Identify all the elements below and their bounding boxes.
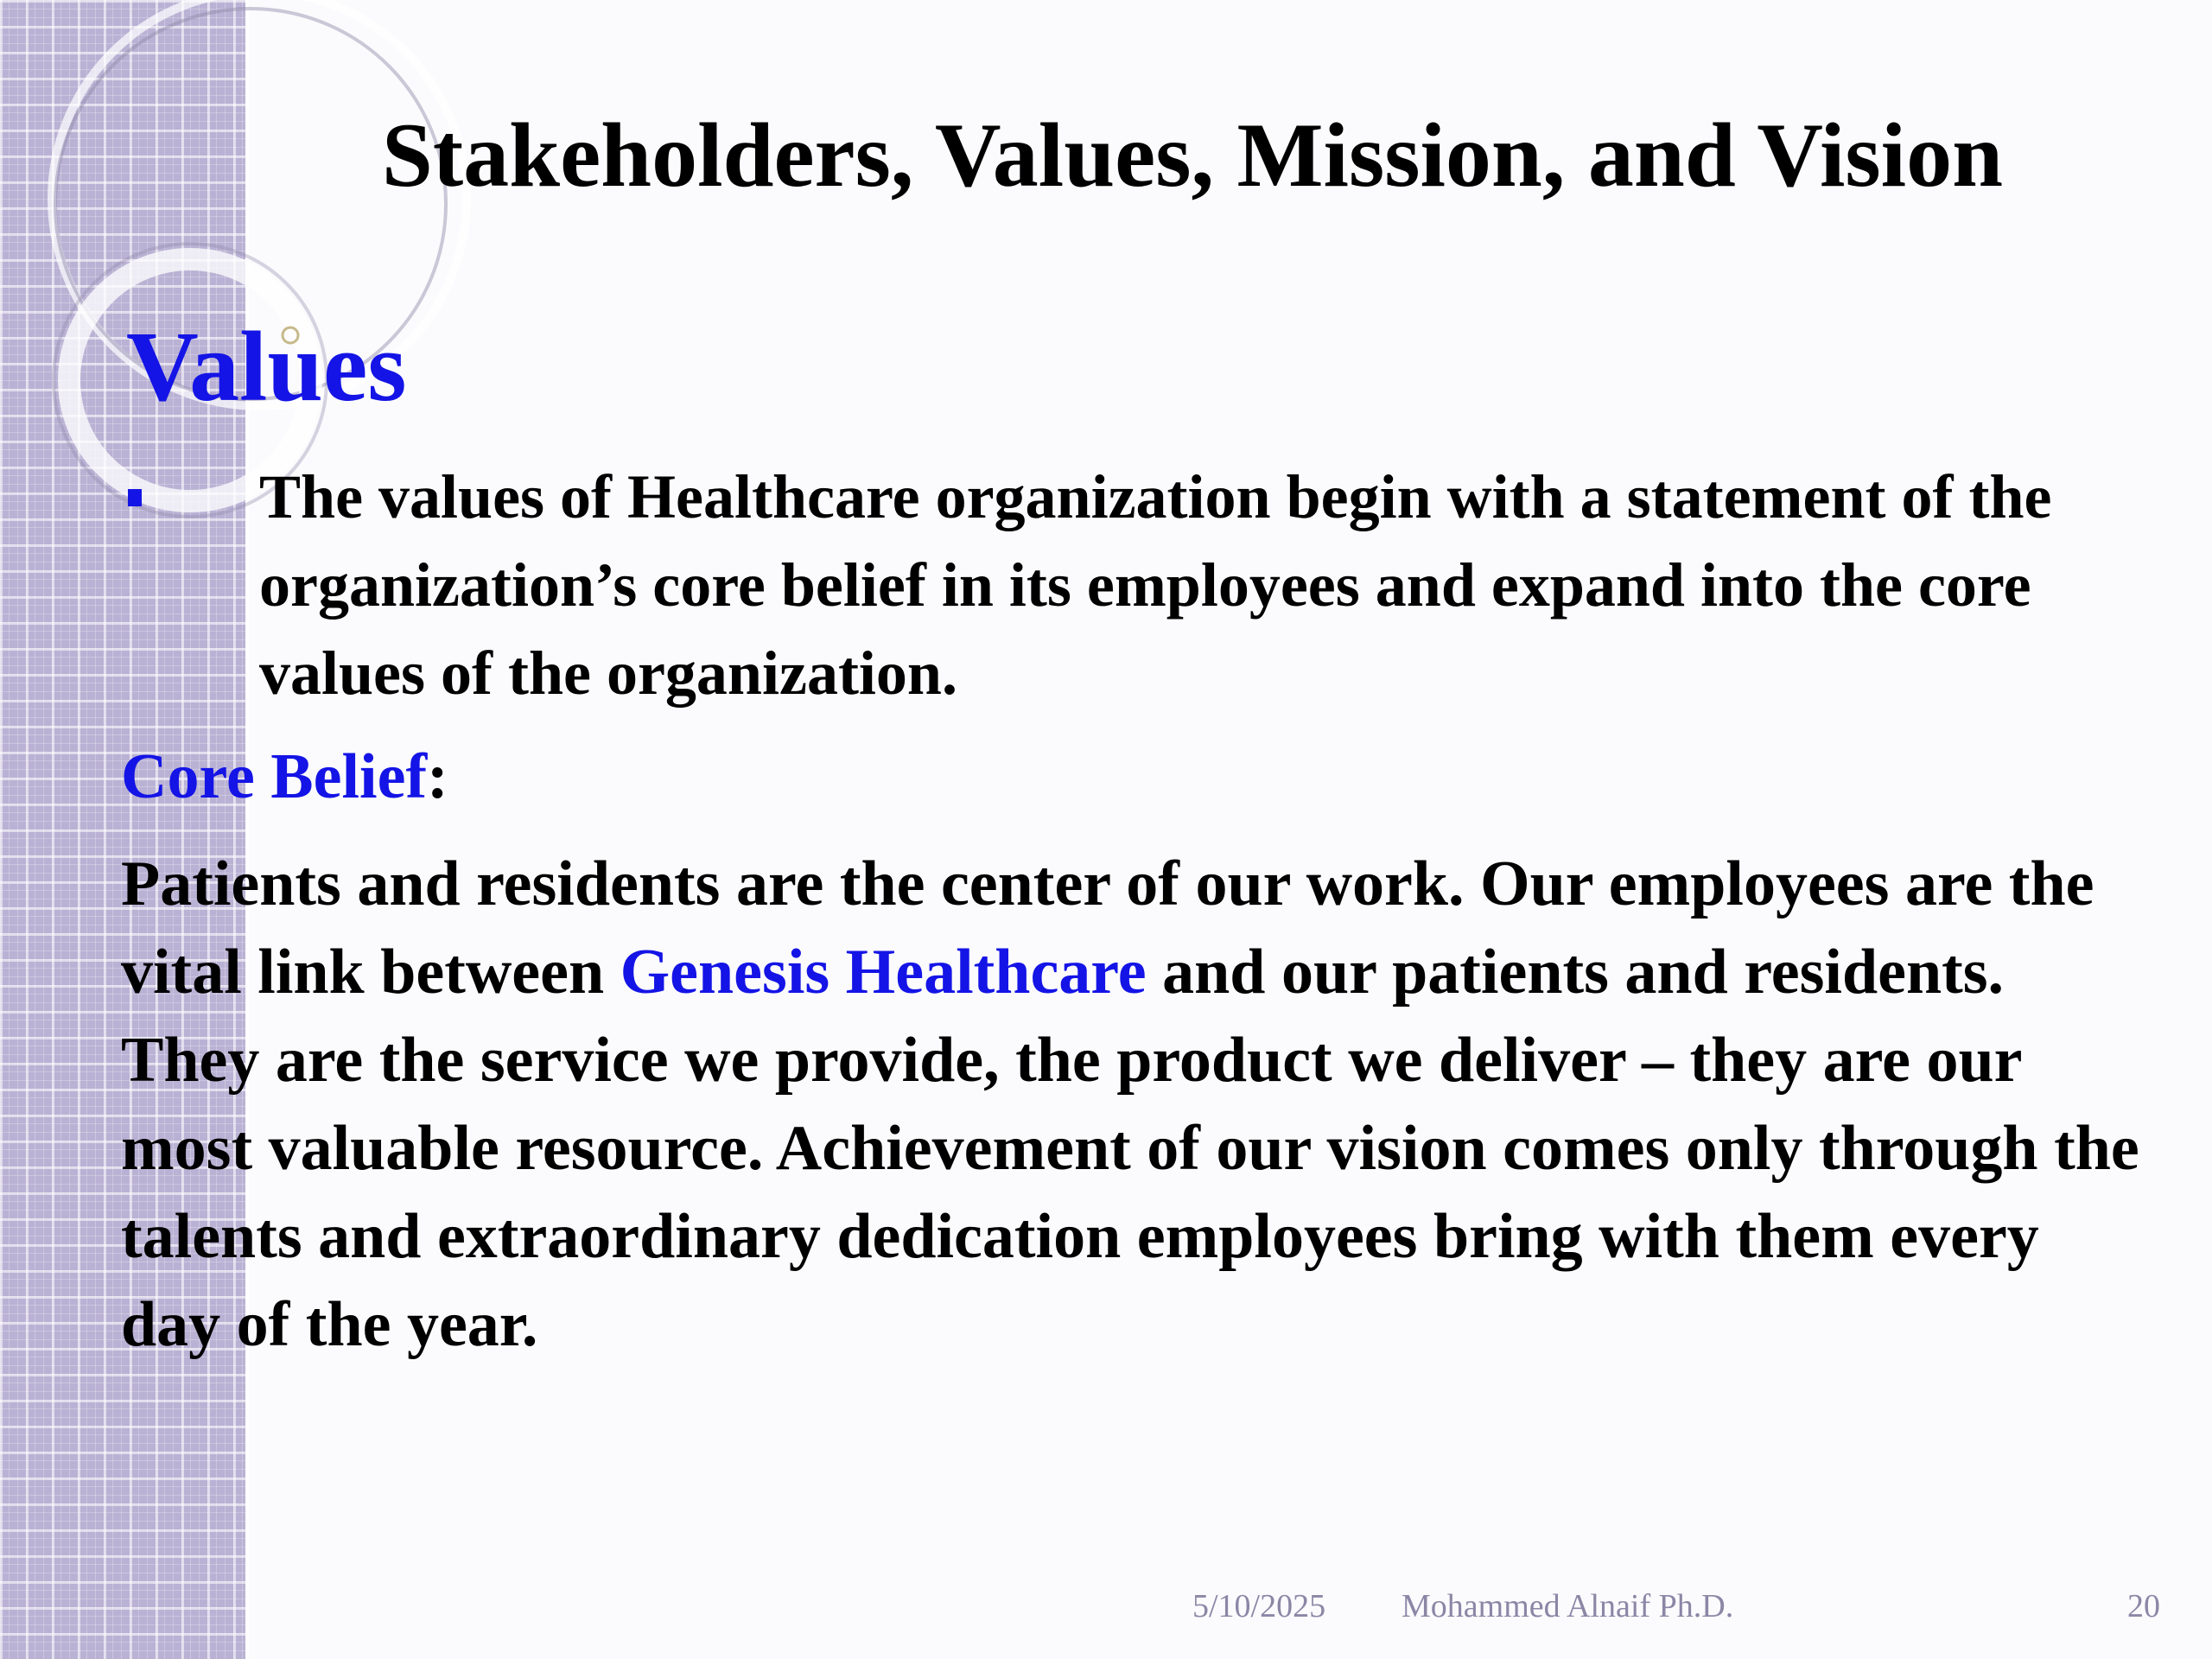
slide-number: 20 xyxy=(2127,1588,2160,1624)
core-belief-paragraph xyxy=(121,840,2143,1369)
square-bullet-icon xyxy=(128,489,142,506)
slide-title: Stakeholders, Values, Mission, and Vision xyxy=(381,105,2004,206)
core-belief-heading xyxy=(121,733,448,821)
section-heading-values: Values xyxy=(126,312,407,423)
values-bullet-text: The values of Healthcare organization begin with a statement of the organization’s core belief in its employees and expand into the core values of the organization. xyxy=(259,462,2052,708)
core-belief-text-part1: Patients and residents are the center of our work. Our employees are the vital link between xyxy=(121,849,2094,1007)
decorative-grid-band xyxy=(0,0,245,1659)
core-belief-colon: : xyxy=(427,741,448,812)
footer-date: 5/10/2025 xyxy=(1192,1588,1326,1624)
organization-name-highlight: Genesis Healthcare xyxy=(620,937,1147,1007)
core-belief-label: Core Belief xyxy=(121,741,428,812)
band-edge-line xyxy=(245,0,249,1659)
core-belief-text-part2: and our patients and residents. They are the service we provide, the product we deliver – they are our most valuable resource. Achievement of our vision comes only through the talents and extraordinary dedication employees bring with them every day of the year. xyxy=(121,937,2139,1360)
footer-author: Mohammed Alnaif Ph.D. xyxy=(1402,1588,1734,1624)
